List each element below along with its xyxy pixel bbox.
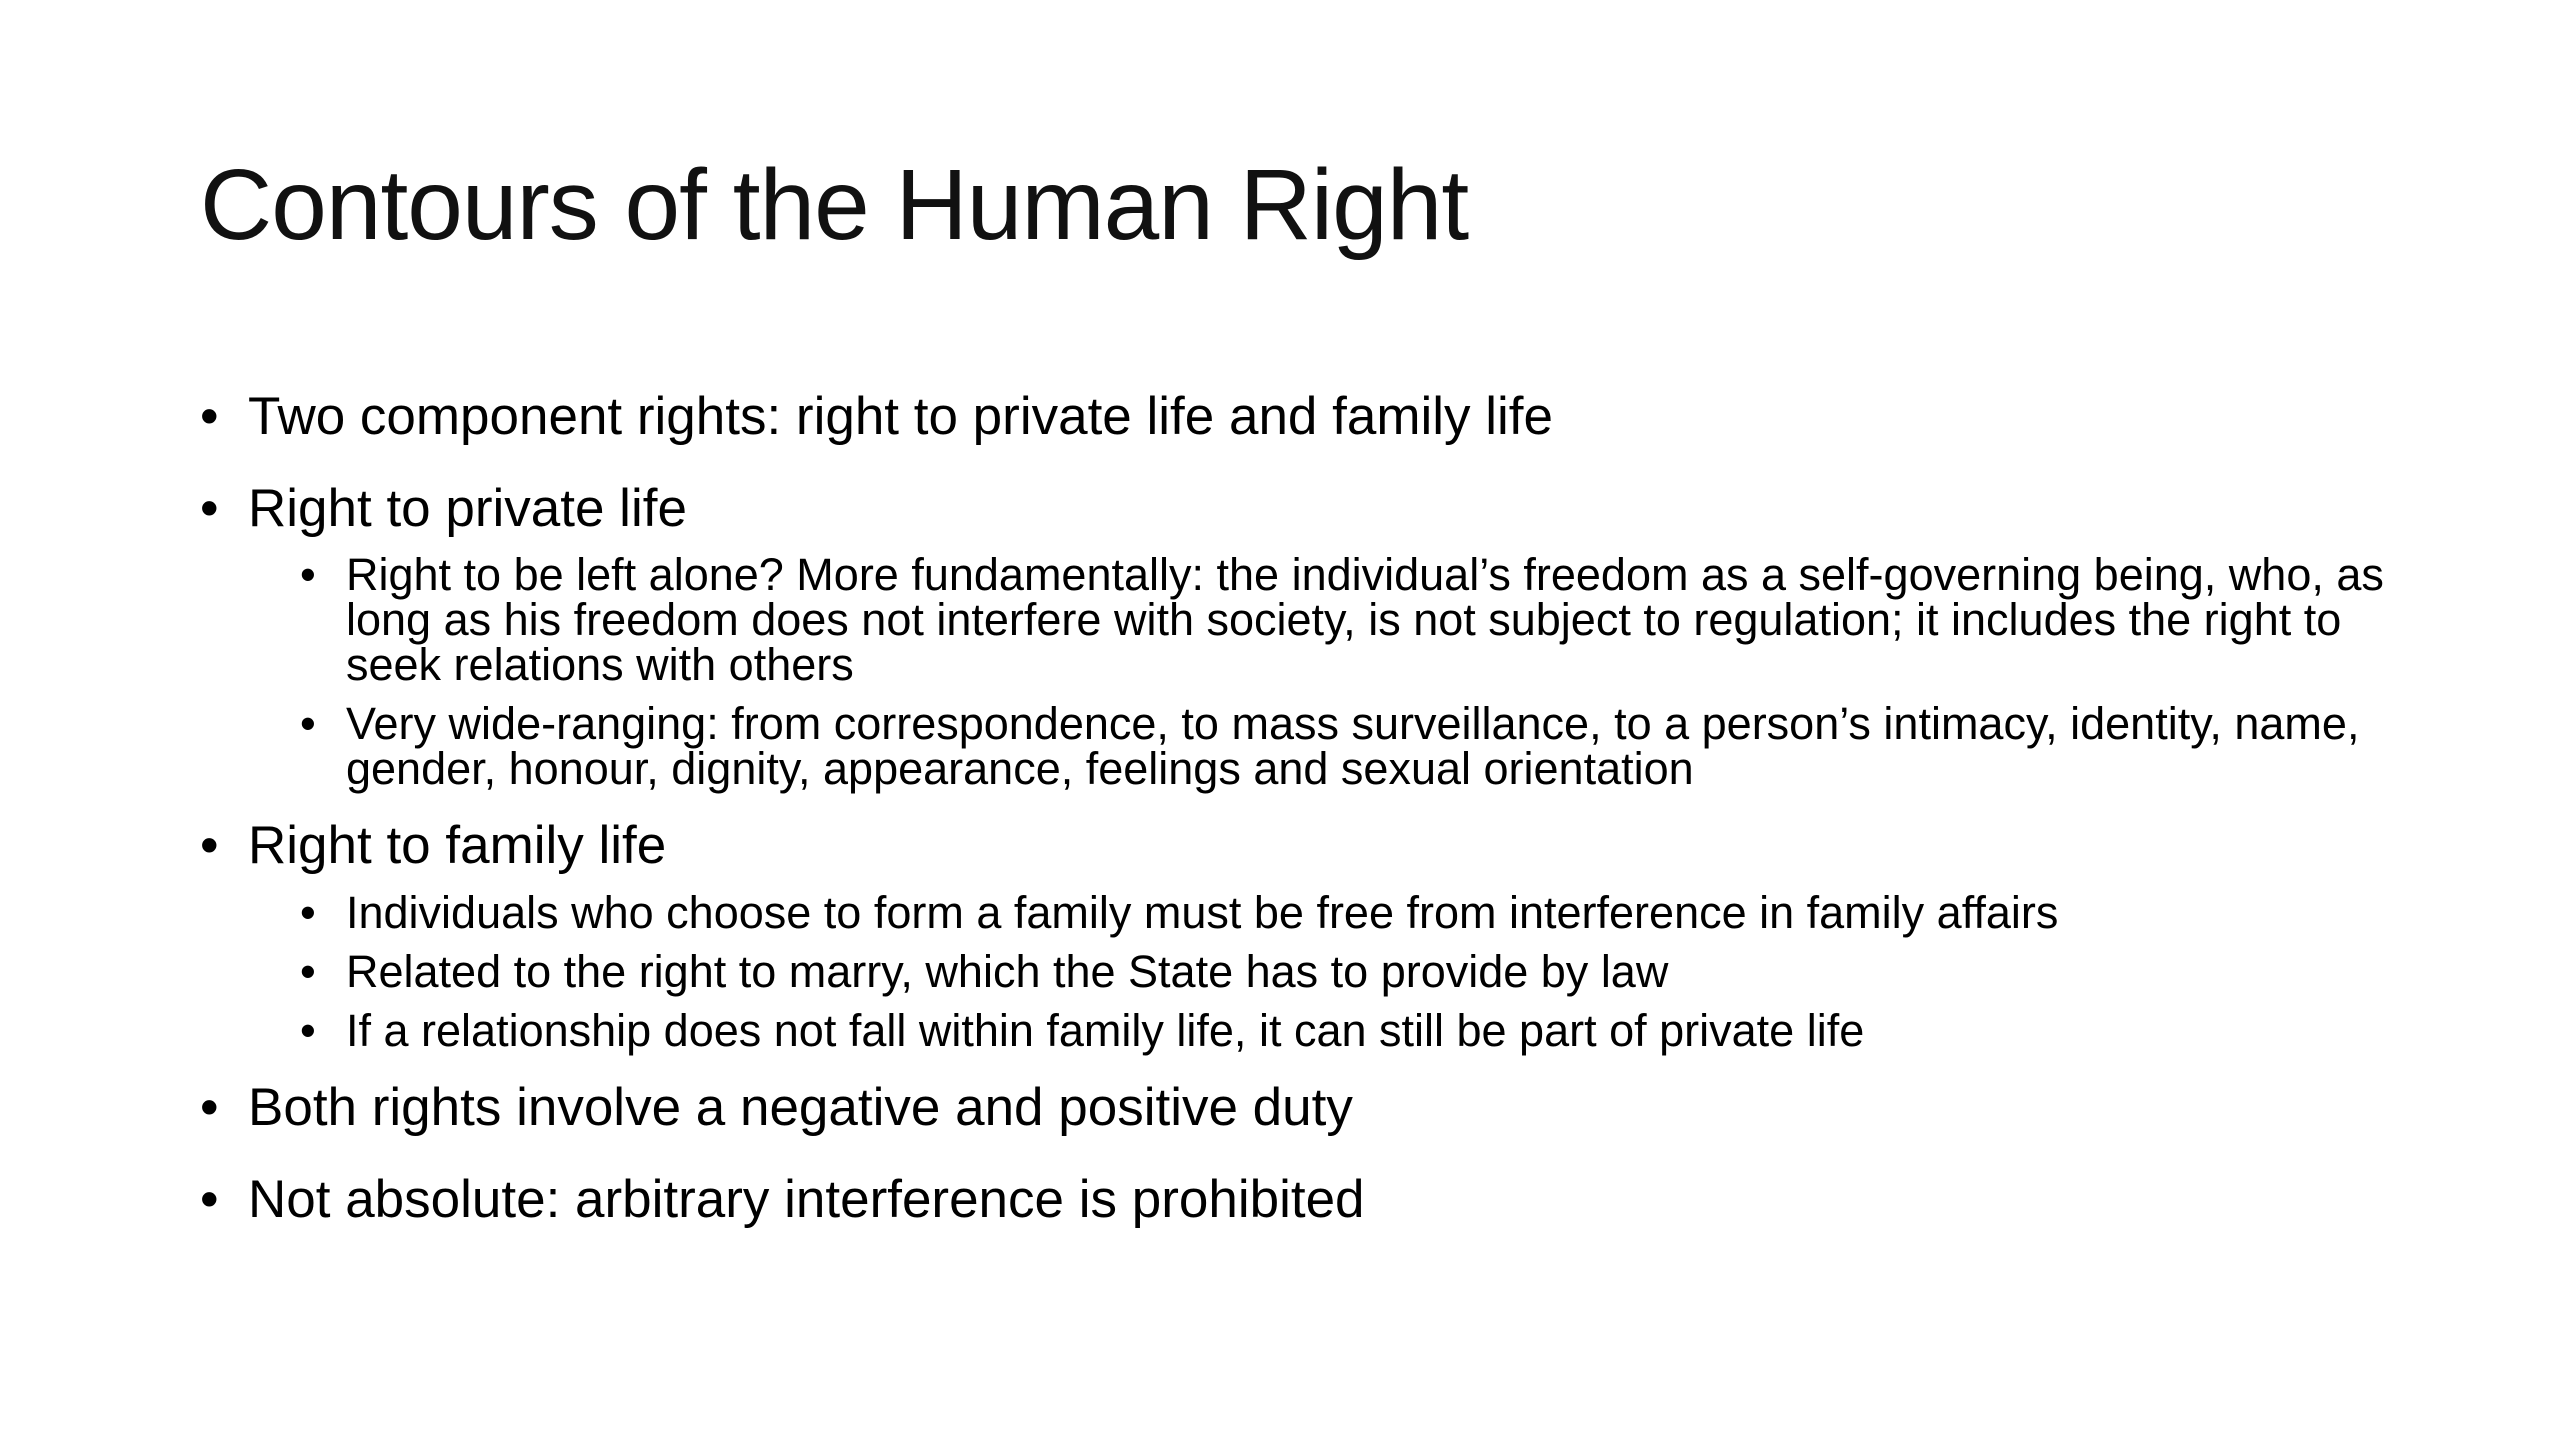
sub-bullet-item bbox=[298, 945, 2400, 997]
bullet-text: Right to family life bbox=[248, 816, 667, 876]
sub-bullet-item bbox=[298, 698, 2400, 795]
sub-bullet-text: If a relationship does not fall within family life, it can still be part of private life bbox=[346, 1004, 1865, 1056]
bullet-item bbox=[200, 380, 2400, 454]
bullet-item bbox=[200, 809, 2400, 1056]
bullet-list bbox=[200, 380, 2400, 1237]
sub-bullet-text: Individuals who choose to form a family must be free from interference in family affairs bbox=[346, 886, 2059, 938]
bullet-item bbox=[200, 1163, 2400, 1237]
bullet-item bbox=[200, 472, 2400, 795]
bullet-item bbox=[200, 1071, 2400, 1145]
sub-bullet-text: Related to the right to marry, which the State has to provide by law bbox=[346, 945, 1669, 997]
sub-bullet-item bbox=[298, 549, 2400, 691]
bullet-text: Both rights involve a negative and positive duty bbox=[248, 1077, 1353, 1137]
sub-bullet-text: Very wide-ranging: from correspondence, to mass surveillance, to a person’s intimacy, identity, name, gender, honour, dignity, appearance, feelings and sexual orientation bbox=[346, 698, 2360, 795]
bullet-text: Not absolute: arbitrary interference is prohibited bbox=[248, 1169, 1365, 1229]
slide-title: Contours of the Human Right bbox=[200, 149, 1469, 261]
sub-bullet-list bbox=[248, 886, 2400, 1056]
slide-content bbox=[200, 380, 2400, 1255]
sub-bullet-item bbox=[298, 886, 2400, 938]
sub-bullet-item bbox=[298, 1004, 2400, 1056]
sub-bullet-text: Right to be left alone? More fundamentally: the individual’s freedom as a self-governing being, who, as long as his freedom does not interfere with society, is not subject to regulation; it includes the right to seek relations with others bbox=[346, 549, 2384, 691]
bullet-text: Right to private life bbox=[248, 479, 687, 539]
bullet-text: Two component rights: right to private life and family life bbox=[248, 387, 1553, 446]
sub-bullet-list bbox=[248, 549, 2400, 795]
